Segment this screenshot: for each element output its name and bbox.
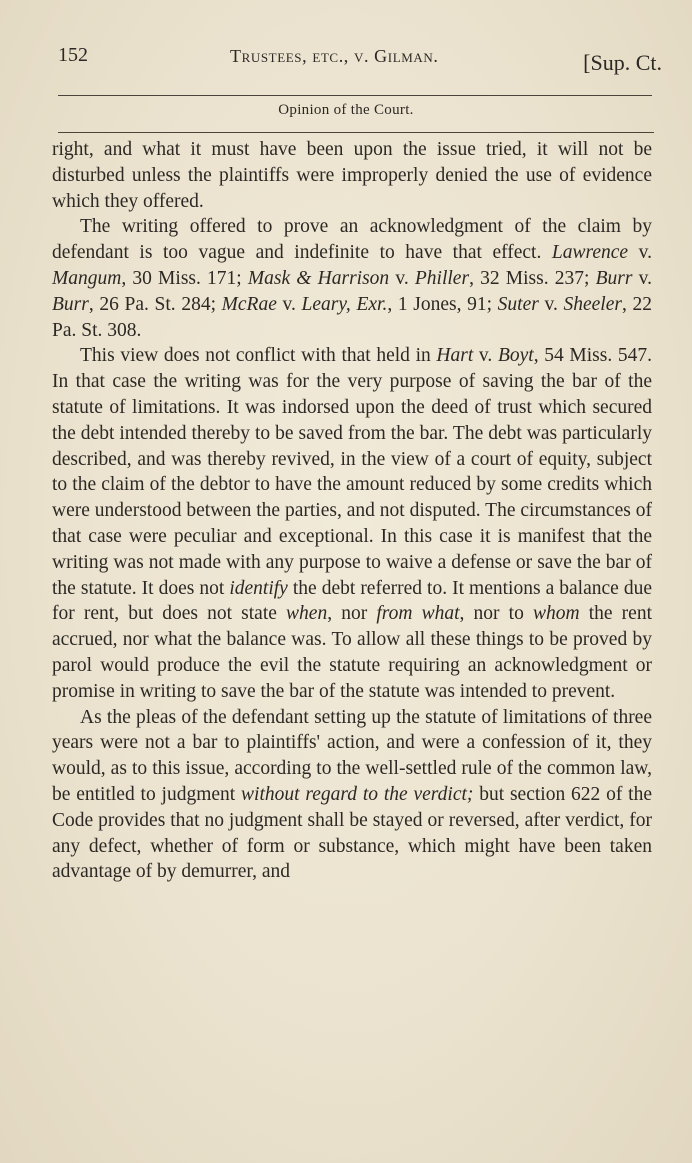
italic-citation-text: Burr (595, 267, 633, 289)
italic-citation-text: whom (533, 603, 580, 625)
text-run: right, and what it must have been upon the issue tried, it will not be disturbed unless the plaintiffs were improperly denied the use of evidence which they offered. (52, 139, 652, 212)
italic-citation-text: Burr (52, 293, 89, 315)
italic-citation-text: Sheeler (563, 293, 622, 315)
italic-citation-text: Boyt (497, 345, 534, 367)
italic-citation-text: without regard to the verdict; (241, 783, 474, 805)
text-run: , nor to (459, 603, 533, 625)
section-heading: Opinion of the Court. (278, 102, 414, 118)
italic-citation-text: Lawrence (551, 242, 629, 264)
italic-citation-text: Mangum (52, 267, 122, 289)
text-run: , 32 Miss. 237; (469, 267, 596, 289)
italic-citation-text: Mask & Harrison (247, 267, 390, 289)
italic-citation-text: from what (376, 603, 460, 625)
header-rule-top (58, 95, 652, 96)
text-run: , 30 Miss. 171; (121, 267, 248, 289)
text-run: , 22 Pa. St. 308. (52, 293, 653, 341)
header-rule-bottom (58, 132, 654, 133)
text-run: v. (276, 293, 302, 315)
paragraph-hart-v-boyt (52, 343, 652, 704)
italic-citation-text: identify (229, 577, 288, 599)
case-title: Trustees, etc., v. Gilman. (230, 46, 439, 66)
paragraph-pleas-limitations (52, 705, 652, 886)
text-run: This view does not conflict with that held in (80, 345, 437, 367)
text-run: v. (628, 242, 653, 264)
page-number: 152 (58, 44, 88, 66)
text-run: v. (632, 267, 653, 289)
text-run: , 26 Pa. St. 284; (88, 293, 222, 315)
opinion-text (52, 137, 652, 885)
paragraph-acknowledgment (52, 214, 652, 343)
text-run: the debt referred to. It mentions a balance due for rent, but does not state (52, 577, 652, 625)
text-run: , nor (327, 603, 377, 625)
court-designation: [Sup. Ct. (583, 50, 662, 75)
italic-citation-text: Leary, Exr. (301, 293, 388, 315)
italic-citation-text: Philler (414, 267, 470, 289)
text-run: v. (538, 293, 564, 315)
paragraph-continuation (52, 137, 652, 214)
text-run: v. (389, 267, 415, 289)
text-run: but section 622 of the Code provides that no judgment shall be stayed or reversed, after verdict, for any defect, whether of form or substance, which might have been taken advantage of by demurrer, and (52, 783, 652, 883)
running-head (58, 42, 662, 78)
text-run: v. (473, 345, 498, 367)
italic-citation-text: Suter (497, 293, 539, 315)
text-run: , 54 Miss. 547. In that case the writing was for the very purpose of saving the bar of the statute of limitations. It was indorsed upon the deed of trust which secured the debt intended thereby to be saved from the bar. The debt was particularly described, and was thereby revived, in the view of a court of equity, subject to the claim of the debtor to have the amount reduced by some credits which were understood between the parties, and not disputed. The circumstances of that case were peculiar and exceptional. In this case it is manifest that the writing was not made with any purpose to waive a defense or save the bar of the statute. It does not (52, 345, 652, 599)
italic-citation-text: McRae (221, 293, 277, 315)
italic-citation-text: Hart (436, 345, 474, 367)
text-run: As the pleas of the defendant setting up the statute of limitations of three years were not a bar to plaintiffs' action, and were a confession of it, they would, as to this issue, according to the well-settled rule of the common law, be entitled to judgment (52, 706, 652, 805)
text-run: The writing offered to prove an acknowledgment of the claim by defendant is too vague and indefinite to have that effect. (52, 216, 652, 264)
italic-citation-text: when (286, 603, 328, 625)
text-run: , 1 Jones, 91; (387, 293, 498, 315)
text-run: the rent accrued, nor what the balance was. To allow all these things to be proved by parol would produce the evil the statute requiring an acknowledgment or promise in writing to save the bar of the statute was intended to prevent. (52, 603, 653, 702)
